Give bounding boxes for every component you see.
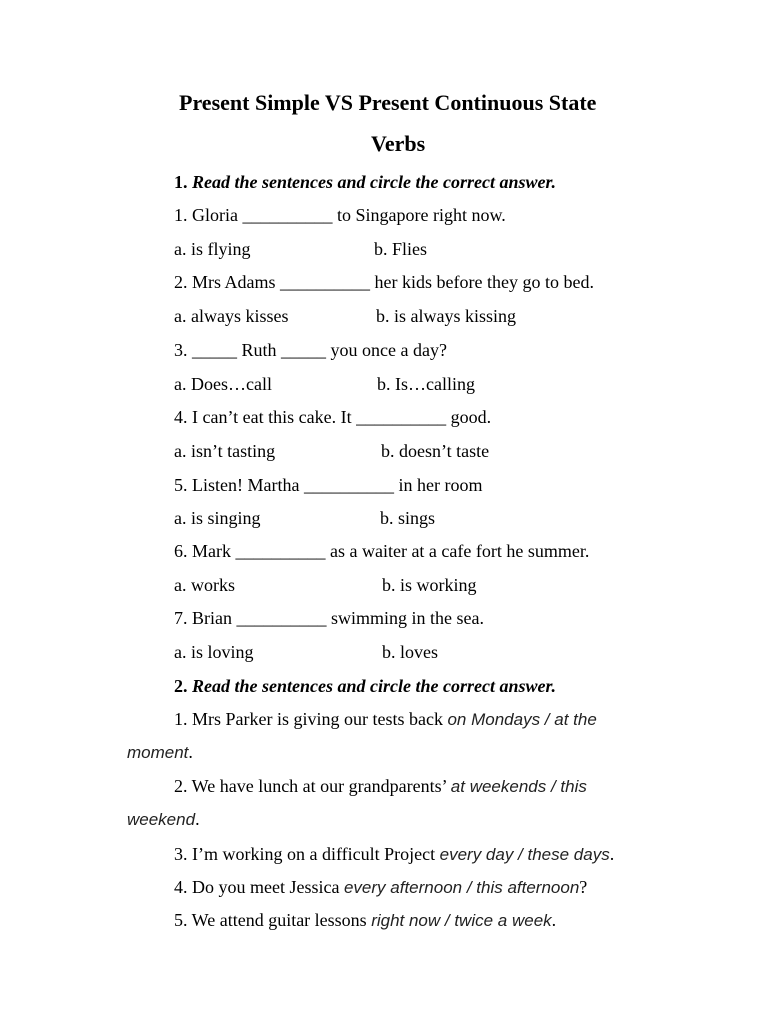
option-a: a. is flying	[174, 239, 251, 259]
section-1-number: 1.	[174, 172, 188, 192]
section-2-heading	[174, 677, 556, 695]
answers-7	[174, 643, 734, 661]
title-line-2: Verbs	[371, 131, 426, 156]
sentence-1-continued	[127, 743, 193, 761]
sentence-text: 4. Do you meet Jessica	[174, 877, 344, 897]
option-a: a. works	[174, 575, 235, 595]
sentence-text: 2. We have lunch at our grandparents’	[174, 776, 451, 796]
sentence-text: 1. Mrs Parker is giving our tests back	[174, 709, 448, 729]
sentence-text: 3. I’m working on a difficult Project	[174, 844, 440, 864]
sentence-text: 5. We attend guitar lessons	[174, 910, 372, 930]
option-b: b. is working	[382, 575, 477, 595]
answers-3	[174, 375, 734, 393]
option-a: a. is singing	[174, 508, 261, 528]
sentence-1	[174, 710, 597, 728]
question-6: 6. Mark __________ as a waiter at a cafe fort he summer.	[174, 541, 590, 561]
sentence-end: ?	[579, 877, 588, 897]
option-a: a. isn’t tasting	[174, 441, 276, 461]
answers-6	[174, 576, 734, 594]
answers-5	[174, 509, 734, 527]
choice-text: right now / twice a week	[371, 911, 552, 930]
sentence-2-continued	[127, 810, 200, 828]
sentence-3	[174, 845, 614, 863]
option-b: b. doesn’t taste	[381, 441, 490, 461]
question-5: 5. Listen! Martha __________ in her room	[174, 475, 483, 495]
answers-4	[174, 442, 734, 460]
question-3: 3. _____ Ruth _____ you once a day?	[174, 340, 447, 360]
question-7: 7. Brian __________ swimming in the sea.	[174, 608, 484, 628]
section-1-heading	[174, 173, 556, 191]
sentence-5	[174, 911, 556, 929]
choice-text: every afternoon / this afternoon	[343, 878, 580, 897]
option-a: a. is loving	[174, 642, 254, 662]
sentence-end: .	[609, 844, 615, 864]
sentence-2	[174, 777, 587, 795]
choice-text: at weekends / this	[450, 777, 587, 796]
question-2: 2. Mrs Adams __________ her kids before they go to bed.	[174, 272, 594, 292]
section-2-instruction: Read the sentences and circle the correct answer.	[192, 676, 556, 696]
question-1: 1. Gloria __________ to Singapore right now.	[174, 205, 506, 225]
option-b: b. Flies	[374, 239, 428, 259]
sentence-end: .	[195, 809, 200, 829]
option-b: b. is always kissing	[376, 306, 517, 326]
answers-2	[174, 307, 734, 325]
sentence-end: .	[188, 742, 193, 762]
answers-1	[174, 240, 734, 258]
sentence-end: .	[551, 910, 557, 930]
option-b: b. sings	[380, 508, 436, 528]
option-b: b. Is…calling	[377, 374, 475, 394]
sentence-4	[174, 878, 587, 896]
title-line-1: Present Simple VS Present Continuous State	[179, 90, 597, 115]
section-1-instruction: Read the sentences and circle the correct answer.	[192, 172, 556, 192]
choice-text: on Mondays / at the	[447, 710, 597, 729]
section-2-number: 2.	[174, 676, 188, 696]
option-a: a. always kisses	[174, 306, 289, 326]
option-a: a. Does…call	[174, 374, 272, 394]
choice-continued: moment	[127, 743, 189, 762]
question-4: 4. I can’t eat this cake. It __________ good.	[174, 407, 492, 427]
choice-continued: weekend	[127, 810, 196, 829]
choice-text: every day / these days	[439, 845, 610, 864]
option-b: b. loves	[382, 642, 438, 662]
